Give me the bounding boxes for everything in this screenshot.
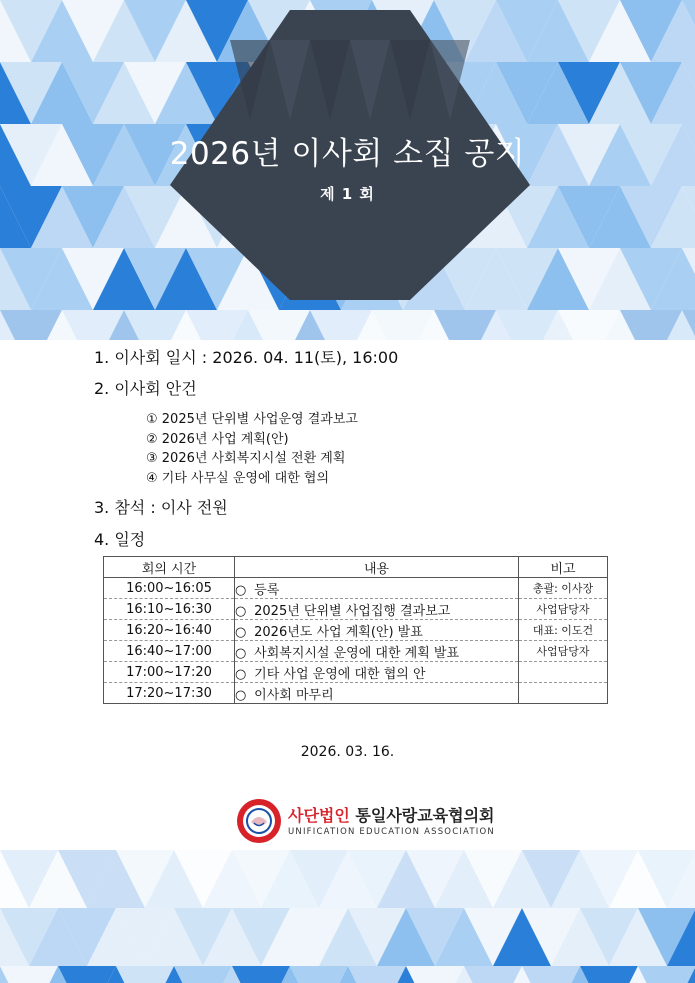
section-schedule-heading: 4. 일정 (94, 530, 146, 549)
pattern-triangle (464, 966, 522, 983)
row-note: 총괄: 이사장 (519, 578, 608, 599)
organization-name (288, 803, 495, 826)
bullet-icon: ○ (235, 645, 247, 661)
agenda-item: ② 2026년 사업 계획(안) (146, 431, 289, 447)
pattern-triangle (0, 966, 58, 983)
table-header-row (104, 557, 608, 578)
row-content (235, 662, 519, 683)
row-time: 16:20~16:40 (104, 620, 235, 641)
row-content (235, 599, 519, 620)
section-datetime: 1. 이사회 일시 : 2026. 04. 11(토), 16:00 (94, 348, 399, 367)
section-agenda-heading: 2. 이사회 안건 (94, 379, 197, 398)
row-content-text: 등록 (254, 582, 280, 598)
notice-date: 2026. 03. 16. (300, 744, 395, 760)
row-time: 16:40~17:00 (104, 641, 235, 662)
row-time: 17:00~17:20 (104, 662, 235, 683)
row-content (235, 683, 519, 704)
row-content (235, 620, 519, 641)
session-label: 제 1 회 (320, 185, 375, 203)
bullet-icon: ○ (235, 603, 247, 619)
row-content-text: 이사회 마무리 (254, 687, 334, 703)
organization-title: 통일사랑교육협의회 (355, 806, 495, 825)
pattern-triangle (638, 966, 695, 983)
agenda-list (146, 410, 358, 488)
bullet-icon: ○ (235, 666, 247, 682)
pattern-triangle (58, 966, 116, 983)
pattern-triangle (522, 966, 580, 983)
table-row (104, 599, 608, 620)
agenda-item: ④ 기타 사무실 운영에 대한 협의 (146, 470, 330, 486)
row-time: 16:10~16:30 (104, 599, 235, 620)
row-content-text: 기타 사업 운영에 대한 협의 안 (254, 666, 426, 682)
header-time: 회의 시간 (104, 557, 235, 578)
organization-emblem-icon (236, 798, 282, 844)
row-note: 대표: 이도건 (519, 620, 608, 641)
table-row (104, 662, 608, 683)
header-content: 내용 (235, 557, 519, 578)
bullet-icon: ○ (235, 582, 247, 598)
row-content-text: 2026년도 사업 계획(안) 발표 (254, 624, 423, 640)
pattern-triangle (580, 966, 638, 983)
pattern-triangle (406, 966, 464, 983)
pattern-triangle (290, 966, 348, 983)
row-content (235, 578, 519, 599)
organization-english-name: UNIFICATION EDUCATION ASSOCIATION (288, 827, 495, 837)
page-title: 2026년 이사회 소집 공지 (169, 136, 526, 172)
row-content-text: 2025년 단위별 사업집행 결과보고 (254, 603, 451, 619)
row-content (235, 641, 519, 662)
row-note: 사업담당자 (519, 641, 608, 662)
row-note (519, 662, 608, 683)
bullet-icon: ○ (235, 687, 247, 703)
row-time: 16:00~16:05 (104, 578, 235, 599)
table-row (104, 641, 608, 662)
organization-logo-block (236, 798, 496, 844)
pattern-triangle (174, 966, 232, 983)
table-row (104, 683, 608, 704)
agenda-item: ③ 2026년 사회복지시설 전환 계획 (146, 451, 346, 466)
table-row (104, 620, 608, 641)
agenda-item: ① 2025년 단위별 사업운영 결과보고 (146, 412, 358, 427)
row-time: 17:20~17:30 (104, 683, 235, 704)
section-attendance: 3. 참석 : 이사 전원 (94, 498, 228, 517)
row-note (519, 683, 608, 704)
row-note: 사업담당자 (519, 599, 608, 620)
title-block (0, 128, 695, 173)
organization-prefix: 사단법인 (288, 806, 350, 825)
bottom-triangle-pattern (0, 850, 695, 983)
pattern-triangle (232, 966, 290, 983)
header-note: 비고 (519, 557, 608, 578)
schedule-table (103, 556, 608, 704)
table-row (104, 578, 608, 599)
row-content-text: 사회복지시설 운영에 대한 계획 발표 (254, 645, 460, 661)
pattern-triangle (116, 966, 174, 983)
pattern-triangle (348, 966, 406, 983)
bullet-icon: ○ (235, 624, 247, 640)
